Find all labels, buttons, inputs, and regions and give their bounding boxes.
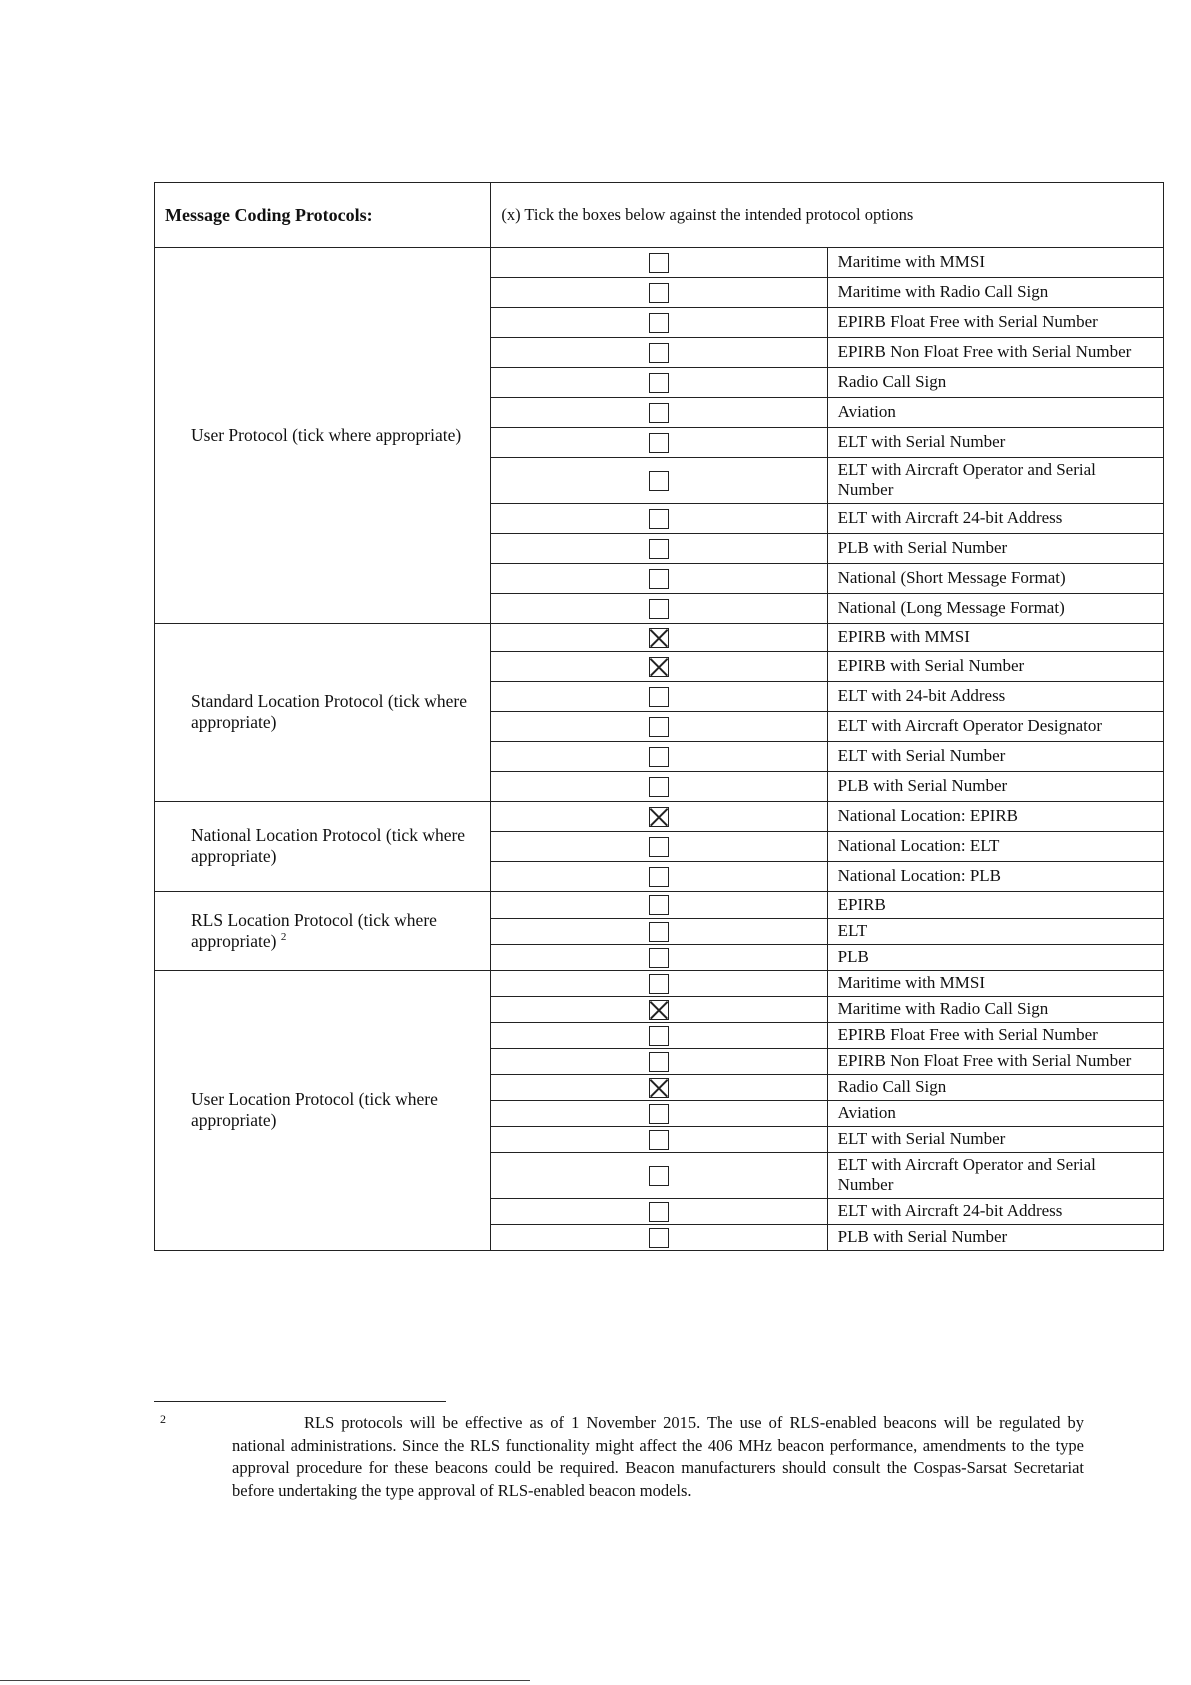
protocol-option-label: Aviation (827, 1100, 1163, 1126)
protocol-option-label: Maritime with Radio Call Sign (827, 996, 1163, 1022)
checkbox[interactable] (649, 1104, 669, 1124)
checkbox-cell (491, 831, 827, 861)
protocol-option-label: PLB with Serial Number (827, 771, 1163, 801)
protocol-row (155, 623, 1164, 651)
checkbox[interactable] (649, 471, 669, 491)
checkbox-cell (491, 944, 827, 970)
checkbox[interactable] (649, 687, 669, 707)
protocol-row (155, 801, 1164, 831)
checkbox[interactable] (649, 974, 669, 994)
protocol-group-label (155, 248, 491, 624)
protocol-group-label (155, 623, 491, 801)
checkbox-cell (491, 970, 827, 996)
checkbox-cell (491, 368, 827, 398)
table-title: Message Coding Protocols: (155, 183, 491, 248)
checkbox[interactable] (649, 948, 669, 968)
checkbox[interactable] (649, 1166, 669, 1186)
protocol-option-label: Radio Call Sign (827, 1074, 1163, 1100)
checkbox[interactable] (649, 433, 669, 453)
checkbox[interactable] (649, 717, 669, 737)
protocol-option-label: ELT with Aircraft Operator and Serial Number (827, 1152, 1163, 1198)
protocol-option-label: EPIRB Non Float Free with Serial Number (827, 338, 1163, 368)
checkbox[interactable] (649, 373, 669, 393)
checkbox-cell (491, 248, 827, 278)
checkbox-cell (491, 593, 827, 623)
protocol-option-label: EPIRB with Serial Number (827, 651, 1163, 681)
checkbox[interactable] (649, 1202, 669, 1222)
checkbox[interactable] (649, 1052, 669, 1072)
protocol-option-label: EPIRB Non Float Free with Serial Number (827, 1048, 1163, 1074)
protocol-option-label: Radio Call Sign (827, 368, 1163, 398)
protocol-option-label: PLB (827, 944, 1163, 970)
protocol-option-label: EPIRB Float Free with Serial Number (827, 1022, 1163, 1048)
checkbox[interactable] (649, 283, 669, 303)
checked-checkbox[interactable] (649, 628, 669, 648)
checkbox-cell (491, 1224, 827, 1250)
checked-checkbox[interactable] (649, 657, 669, 677)
group-label-text: National Location Protocol (tick where appropriate) (191, 825, 466, 867)
group-label-text: Standard Location Protocol (tick where appropriate) (191, 691, 468, 733)
checkbox[interactable] (649, 747, 669, 767)
checkbox[interactable] (649, 777, 669, 797)
footnote-divider (154, 1401, 446, 1402)
checkbox[interactable] (649, 253, 669, 273)
checkbox-cell (491, 1198, 827, 1224)
checked-checkbox[interactable] (649, 1000, 669, 1020)
protocol-group-label (155, 891, 491, 970)
checked-checkbox[interactable] (649, 1078, 669, 1098)
checkbox-cell (491, 891, 827, 918)
checkbox[interactable] (649, 403, 669, 423)
protocol-option-label: ELT with Aircraft 24-bit Address (827, 1198, 1163, 1224)
checkbox-cell (491, 861, 827, 891)
checkbox-cell (491, 711, 827, 741)
instruction-text: Tick the boxes below against the intended protocol options (524, 205, 914, 225)
protocol-option-label: EPIRB (827, 891, 1163, 918)
protocol-group-label (155, 801, 491, 891)
protocol-option-label: Maritime with MMSI (827, 248, 1163, 278)
message-coding-protocols-table (154, 182, 1164, 1251)
protocol-option-label: EPIRB with MMSI (827, 623, 1163, 651)
checkbox-cell (491, 651, 827, 681)
protocol-option-label: ELT with Aircraft Operator and Serial Number (827, 458, 1163, 504)
checkbox-cell (491, 918, 827, 944)
checkbox-cell (491, 1022, 827, 1048)
protocol-option-label: PLB with Serial Number (827, 1224, 1163, 1250)
protocol-group-label (155, 970, 491, 1250)
footnote-text: RLS protocols will be effective as of 1 November 2015. The use of RLS-enabled beacons will be regulated by national administrations. Since the RLS functionality might affect the 406 MHz beacon performance, amendments to the type approval procedure for these beacons could be required. Beacon manufacturers should consult the Cospas-Sarsat Secretariat before undertaking the type approval of RLS-enabled beacon models. (232, 1413, 1084, 1500)
protocol-option-label: PLB with Serial Number (827, 533, 1163, 563)
checkbox-cell (491, 1048, 827, 1074)
group-label-text: User Location Protocol (tick where appropriate) (191, 1089, 438, 1131)
instruction-cell (491, 183, 1164, 248)
checkbox-cell (491, 681, 827, 711)
protocol-option-label: ELT with Aircraft Operator Designator (827, 711, 1163, 741)
protocol-option-label: ELT with Serial Number (827, 741, 1163, 771)
checkbox[interactable] (649, 599, 669, 619)
marker: (x) (501, 205, 521, 225)
header-row (155, 183, 1164, 248)
protocol-row (155, 970, 1164, 996)
checkbox-cell (491, 338, 827, 368)
checkbox[interactable] (649, 1026, 669, 1046)
protocol-option-label: ELT with Serial Number (827, 428, 1163, 458)
protocol-option-label: ELT with Aircraft 24-bit Address (827, 503, 1163, 533)
checkbox-cell (491, 533, 827, 563)
protocol-option-label: National Location: EPIRB (827, 801, 1163, 831)
checkbox-cell (491, 1152, 827, 1198)
protocol-option-label: National Location: PLB (827, 861, 1163, 891)
checkbox-cell (491, 563, 827, 593)
protocol-option-label: Maritime with Radio Call Sign (827, 278, 1163, 308)
checkbox-cell (491, 398, 827, 428)
checkbox[interactable] (649, 343, 669, 363)
protocol-option-label: ELT with Serial Number (827, 1126, 1163, 1152)
checkbox[interactable] (649, 539, 669, 559)
protocol-option-label: Maritime with MMSI (827, 970, 1163, 996)
checkbox-cell (491, 503, 827, 533)
checkbox-cell (491, 1074, 827, 1100)
checkbox[interactable] (649, 837, 669, 857)
checkbox-cell (491, 1126, 827, 1152)
checkbox-cell (491, 741, 827, 771)
checkbox[interactable] (649, 922, 669, 942)
checkbox-cell (491, 278, 827, 308)
protocol-option-label: ELT with 24-bit Address (827, 681, 1163, 711)
checkbox-cell (491, 771, 827, 801)
protocol-option-label: National Location: ELT (827, 831, 1163, 861)
checkbox-cell (491, 428, 827, 458)
checkbox[interactable] (649, 895, 669, 915)
checkbox[interactable] (649, 1228, 669, 1248)
checkbox-cell (491, 308, 827, 338)
checkbox[interactable] (649, 867, 669, 887)
footnote-number: 2 (160, 1412, 166, 1426)
checkbox-cell (491, 1100, 827, 1126)
page-bottom-rule (0, 1680, 530, 1681)
checked-checkbox[interactable] (649, 807, 669, 827)
protocol-option-label: EPIRB Float Free with Serial Number (827, 308, 1163, 338)
checkbox[interactable] (649, 313, 669, 333)
protocol-row (155, 248, 1164, 278)
protocol-option-label: ELT (827, 918, 1163, 944)
checkbox[interactable] (649, 1130, 669, 1150)
group-label-text: RLS Location Protocol (tick where appropriate) (191, 909, 437, 951)
checkbox[interactable] (649, 569, 669, 589)
group-label-text: User Protocol (tick where appropriate) (191, 424, 462, 445)
checkbox-cell (491, 801, 827, 831)
footnote-ref: 2 (280, 930, 287, 943)
checkbox[interactable] (649, 509, 669, 529)
protocol-option-label: National (Long Message Format) (827, 593, 1163, 623)
protocol-option-label: National (Short Message Format) (827, 563, 1163, 593)
protocol-row (155, 891, 1164, 918)
checkbox-cell (491, 458, 827, 504)
checkbox-cell (491, 623, 827, 651)
checkbox-cell (491, 996, 827, 1022)
protocol-option-label: Aviation (827, 398, 1163, 428)
